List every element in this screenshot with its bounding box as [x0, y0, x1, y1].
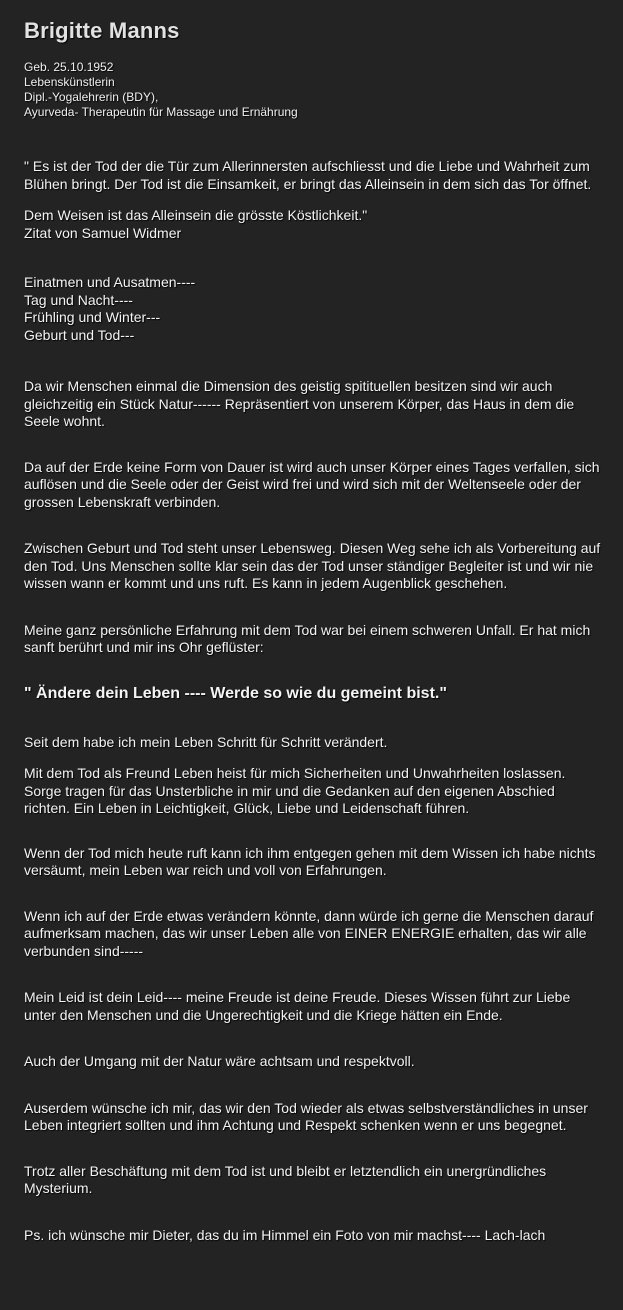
cycle-line: Einatmen und Ausatmen---- — [24, 274, 196, 290]
person-bio — [24, 60, 604, 120]
bio-birthdate: Geb. 25.10.1952 — [24, 60, 114, 74]
person-name: Brigitte Manns — [24, 18, 180, 43]
paragraph-shared-suffering: Mein Leid ist dein Leid---- meine Freude ist deine Freude. Dieses Wissen führt zur Liebe unter den Menschen und die Ungerechtigkeit und die Kriege hätten ein Ende. — [24, 989, 571, 1023]
paragraph-mystery: Trotz aller Beschäftung mit dem Tod ist und bleibt er letztendlich ein unergründliches Mysterium. — [24, 1162, 547, 1196]
quote-attribution: Zitat von Samuel Widmer — [24, 224, 182, 241]
cycle-line: Tag und Nacht---- — [24, 291, 133, 308]
paragraph-nature: Da wir Menschen einmal die Dimension des geistig spitituellen besitzen sind wir auch gleichzeitig ein Stück Natur------ Repräsentiert von unserem Körper, das Haus in dem die Seele wohnt. — [24, 378, 575, 429]
profile-page — [24, 18, 604, 1244]
cycle-lines — [24, 274, 604, 344]
paragraph-body-decay: Da auf der Erde keine Form von Dauer ist wird auch unser Körper eines Tages verfallen, sich auflösen und die Seele oder der Geist wird frei und wird sich mit der Weltenseele oder der grossen Lebenskraft verbinden. — [24, 458, 600, 510]
cycle-line: Frühling und Winter--- — [24, 309, 161, 325]
bio-profession: Ayurveda- Therapeutin für Massage und Ernährung — [24, 105, 298, 119]
paragraph-lifepath: Zwischen Geburt und Tod steht unser Lebensweg. Diesen Weg sehe ich als Vorbereitung auf den Tod. Uns Menschen sollte klar sein das der Tod unser ständiger Begleiter ist und wir nie wissen wann er kommt und uns ruft. Es kann in jedem Augenblick geschehen. — [24, 540, 601, 591]
paragraph-change: Seit dem habe ich mein Leben Schritt für Schritt verändert. — [24, 733, 388, 750]
paragraph-nature-respect: Auch der Umgang mit der Natur wäre achtsam und respektvoll. — [24, 1053, 415, 1069]
paragraph-postscript: Ps. ich wünsche mir Dieter, das du im Himmel ein Foto von mir machst---- Lach-lach — [24, 1226, 546, 1243]
cycle-line: Geburt und Tod--- — [24, 326, 135, 343]
paragraph-accident: Meine ganz persönliche Erfahrung mit dem Tod war bei einem schweren Unfall. Er hat mich sanft berührt und mir ins Ohr geflüster: — [24, 621, 591, 655]
motto-quote: " Ändere dein Leben ---- Werde so wie du gemeint bist." — [24, 684, 447, 702]
paragraph-death-as-friend: Mit dem Tod als Freund Leben heist für mich Sicherheiten und Unwahrheiten loslassen. Sorge tragen für das Unsterbliche in mir und die Gedanken auf den eigenen Abschied richten. Ein Leben in Leichtigkeit, Glück, Liebe und Leidenschaft führen. — [24, 765, 566, 816]
quote-text-continued: Dem Weisen ist das Alleinsein die grösste Köstlichkeit." — [24, 207, 368, 223]
paragraph-no-regrets: Wenn der Tod mich heute ruft kann ich ihm entgegen gehen mit dem Wissen ich habe nichts versäumt, mein Leben war reich und voll von Erfahrungen. — [24, 844, 596, 878]
quote-text: " Es ist der Tod der die Tür zum Allerinnersten aufschliesst und die Liebe und Wahrheit zum Blühen bringt. Der Tod ist die Einsamkeit, er bringt das Alleinsein in dem sich das Tor öffnet. — [24, 158, 592, 192]
paragraph-one-energy: Wenn ich auf der Erde etwas verändern könnte, dann würde ich gerne die Menschen darauf aufmerksam machen, das wir unser Leben alle von EINER ENERGIE erhalten, das wir alle verbunden sind----- — [24, 907, 594, 959]
bio-title: Lebenskünstlerin — [24, 75, 115, 89]
paragraph-integrate-death: Auserdem wünsche ich mir, das wir den Tod wieder als etwas selbstverständliches in unser Leben integriert sollten und ihm Achtung und Respekt schenken wenn er uns begegnet. — [24, 1099, 588, 1133]
bio-qualification: Dipl.-Yogalehrerin (BDY), — [24, 90, 159, 104]
